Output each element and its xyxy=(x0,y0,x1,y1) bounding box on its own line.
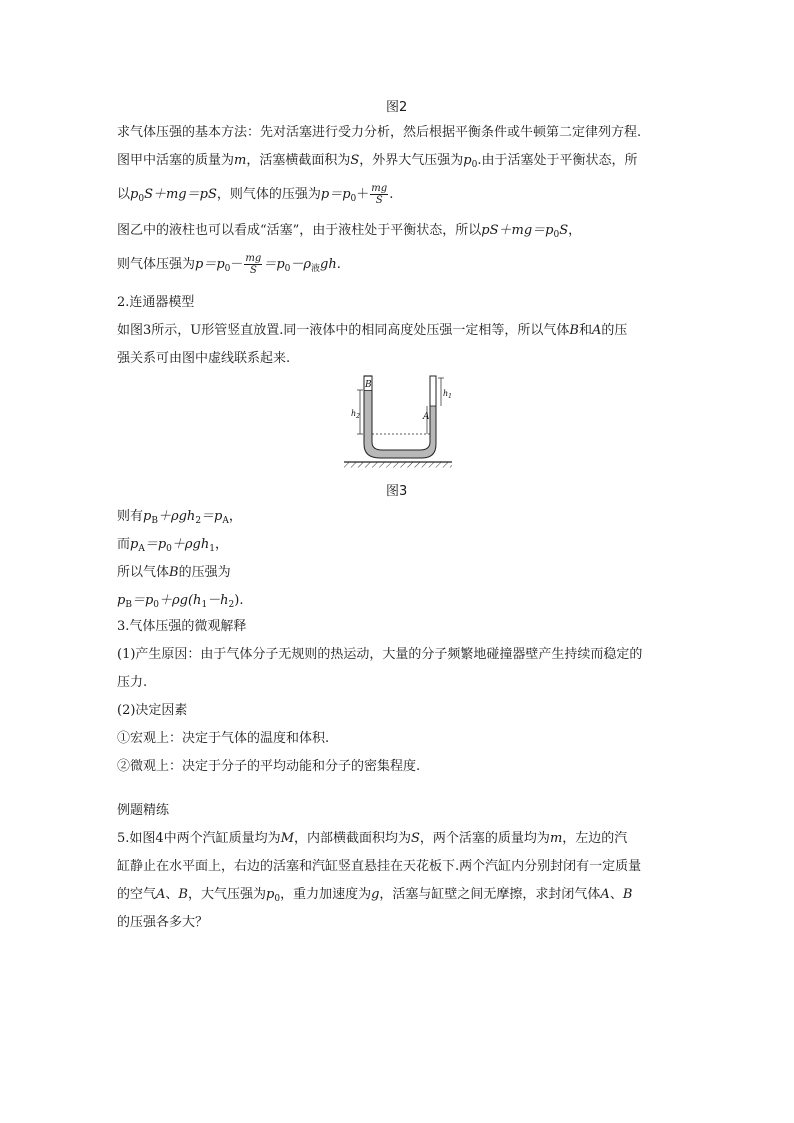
section-heading-micro: 3.气体压强的微观解释 xyxy=(117,619,247,634)
fig3-caption: 图3 xyxy=(386,484,408,499)
gas-a-region xyxy=(431,377,436,407)
paragraph-u-tube-cont: 强关系可由图中虚线联系起来. xyxy=(117,351,291,366)
paragraph-liquid-column: 图乙中的液柱也可以看成“活塞”，由于液柱处于平衡状态，所以$pS+mg=p_0S$， xyxy=(117,223,582,240)
label-h1: $h_1$ xyxy=(443,389,452,400)
equation-liquid: 则气体压强为$p=p_0-$ $\frac{mg}{S}$ $=p_0-\rho_液gh$. xyxy=(117,253,341,276)
question-line-3: 的空气A、B，大气压强为$p_0$，重力加速度为g，活塞与缸壁之间无摩擦，求封闭气体A、B xyxy=(117,887,633,904)
paragraph-method: 求气体压强的基本方法：先对活塞进行受力分析，然后根据平衡条件或牛顿第二定律列方程. xyxy=(117,125,642,140)
section-heading-u-tube: 2.连通器模型 xyxy=(117,295,195,310)
figure-3-u-tube xyxy=(340,372,460,472)
equation-intro: 所以气体B的压强为 xyxy=(117,565,231,580)
question-line-2: 缸静止在水平面上，右边的活塞和汽缸竖直悬挂在天花板下.两个汽缸内分别封闭有一定质量 xyxy=(117,859,642,874)
paragraph-u-tube: 如图3所示，U形管竖直放置.同一液体中的相同高度处压强一定相等，所以气体B和A的压 xyxy=(117,323,628,338)
label-b: B xyxy=(365,380,372,390)
equation-pb: 则有$p_B+\rho gh_2=p_A$， xyxy=(117,509,242,526)
section-heading-examples: 例题精练 xyxy=(117,803,170,818)
paragraph-piston: 图甲中活塞的质量为m，活塞横截面积为S，外界大气压强为$p_0$.由于活塞处于平衡状态，所 xyxy=(117,153,638,170)
fig2-caption: 图2 xyxy=(386,100,408,115)
equation-pb-result: $p_B=p_0+\rho g(h_1-h_2)$. xyxy=(117,593,244,610)
label-h2: $h_2$ xyxy=(351,409,360,420)
paragraph-micro: ②微观上：决定于分子的平均动能和分子的密集程度. xyxy=(117,759,421,774)
fraction-mg-over-s: $\frac{mg}{S}$ xyxy=(371,183,388,206)
paragraph-factors: (2)决定因素 xyxy=(117,703,188,718)
question-line-4: 的压强各多大？ xyxy=(117,915,209,930)
paragraph-macro: ①宏观上：决定于气体的温度和体积. xyxy=(117,731,330,746)
fraction-mg-over-s: $\frac{mg}{S}$ xyxy=(245,253,262,276)
paragraph-cause: (1)产生原因：由于气体分子无规则的热运动，大量的分子频繁地碰撞器壁产生持续而稳定的 xyxy=(117,647,643,662)
paragraph-cause-cont: 压力. xyxy=(117,675,148,690)
question-line-1: 5.如图4中两个汽缸质量均为M，内部横截面积均为S，两个活塞的质量均为m，左边的汽 xyxy=(117,831,628,846)
equation-pa: 而$p_A=p_0+\rho gh_1$， xyxy=(117,537,228,554)
label-a: A xyxy=(423,412,430,422)
equation-piston: 以$p_0S+mg=pS$，则气体的压强为$p=p_0+$ $\frac{mg}{S}$ . xyxy=(117,183,394,206)
ground-hatch xyxy=(344,463,452,468)
